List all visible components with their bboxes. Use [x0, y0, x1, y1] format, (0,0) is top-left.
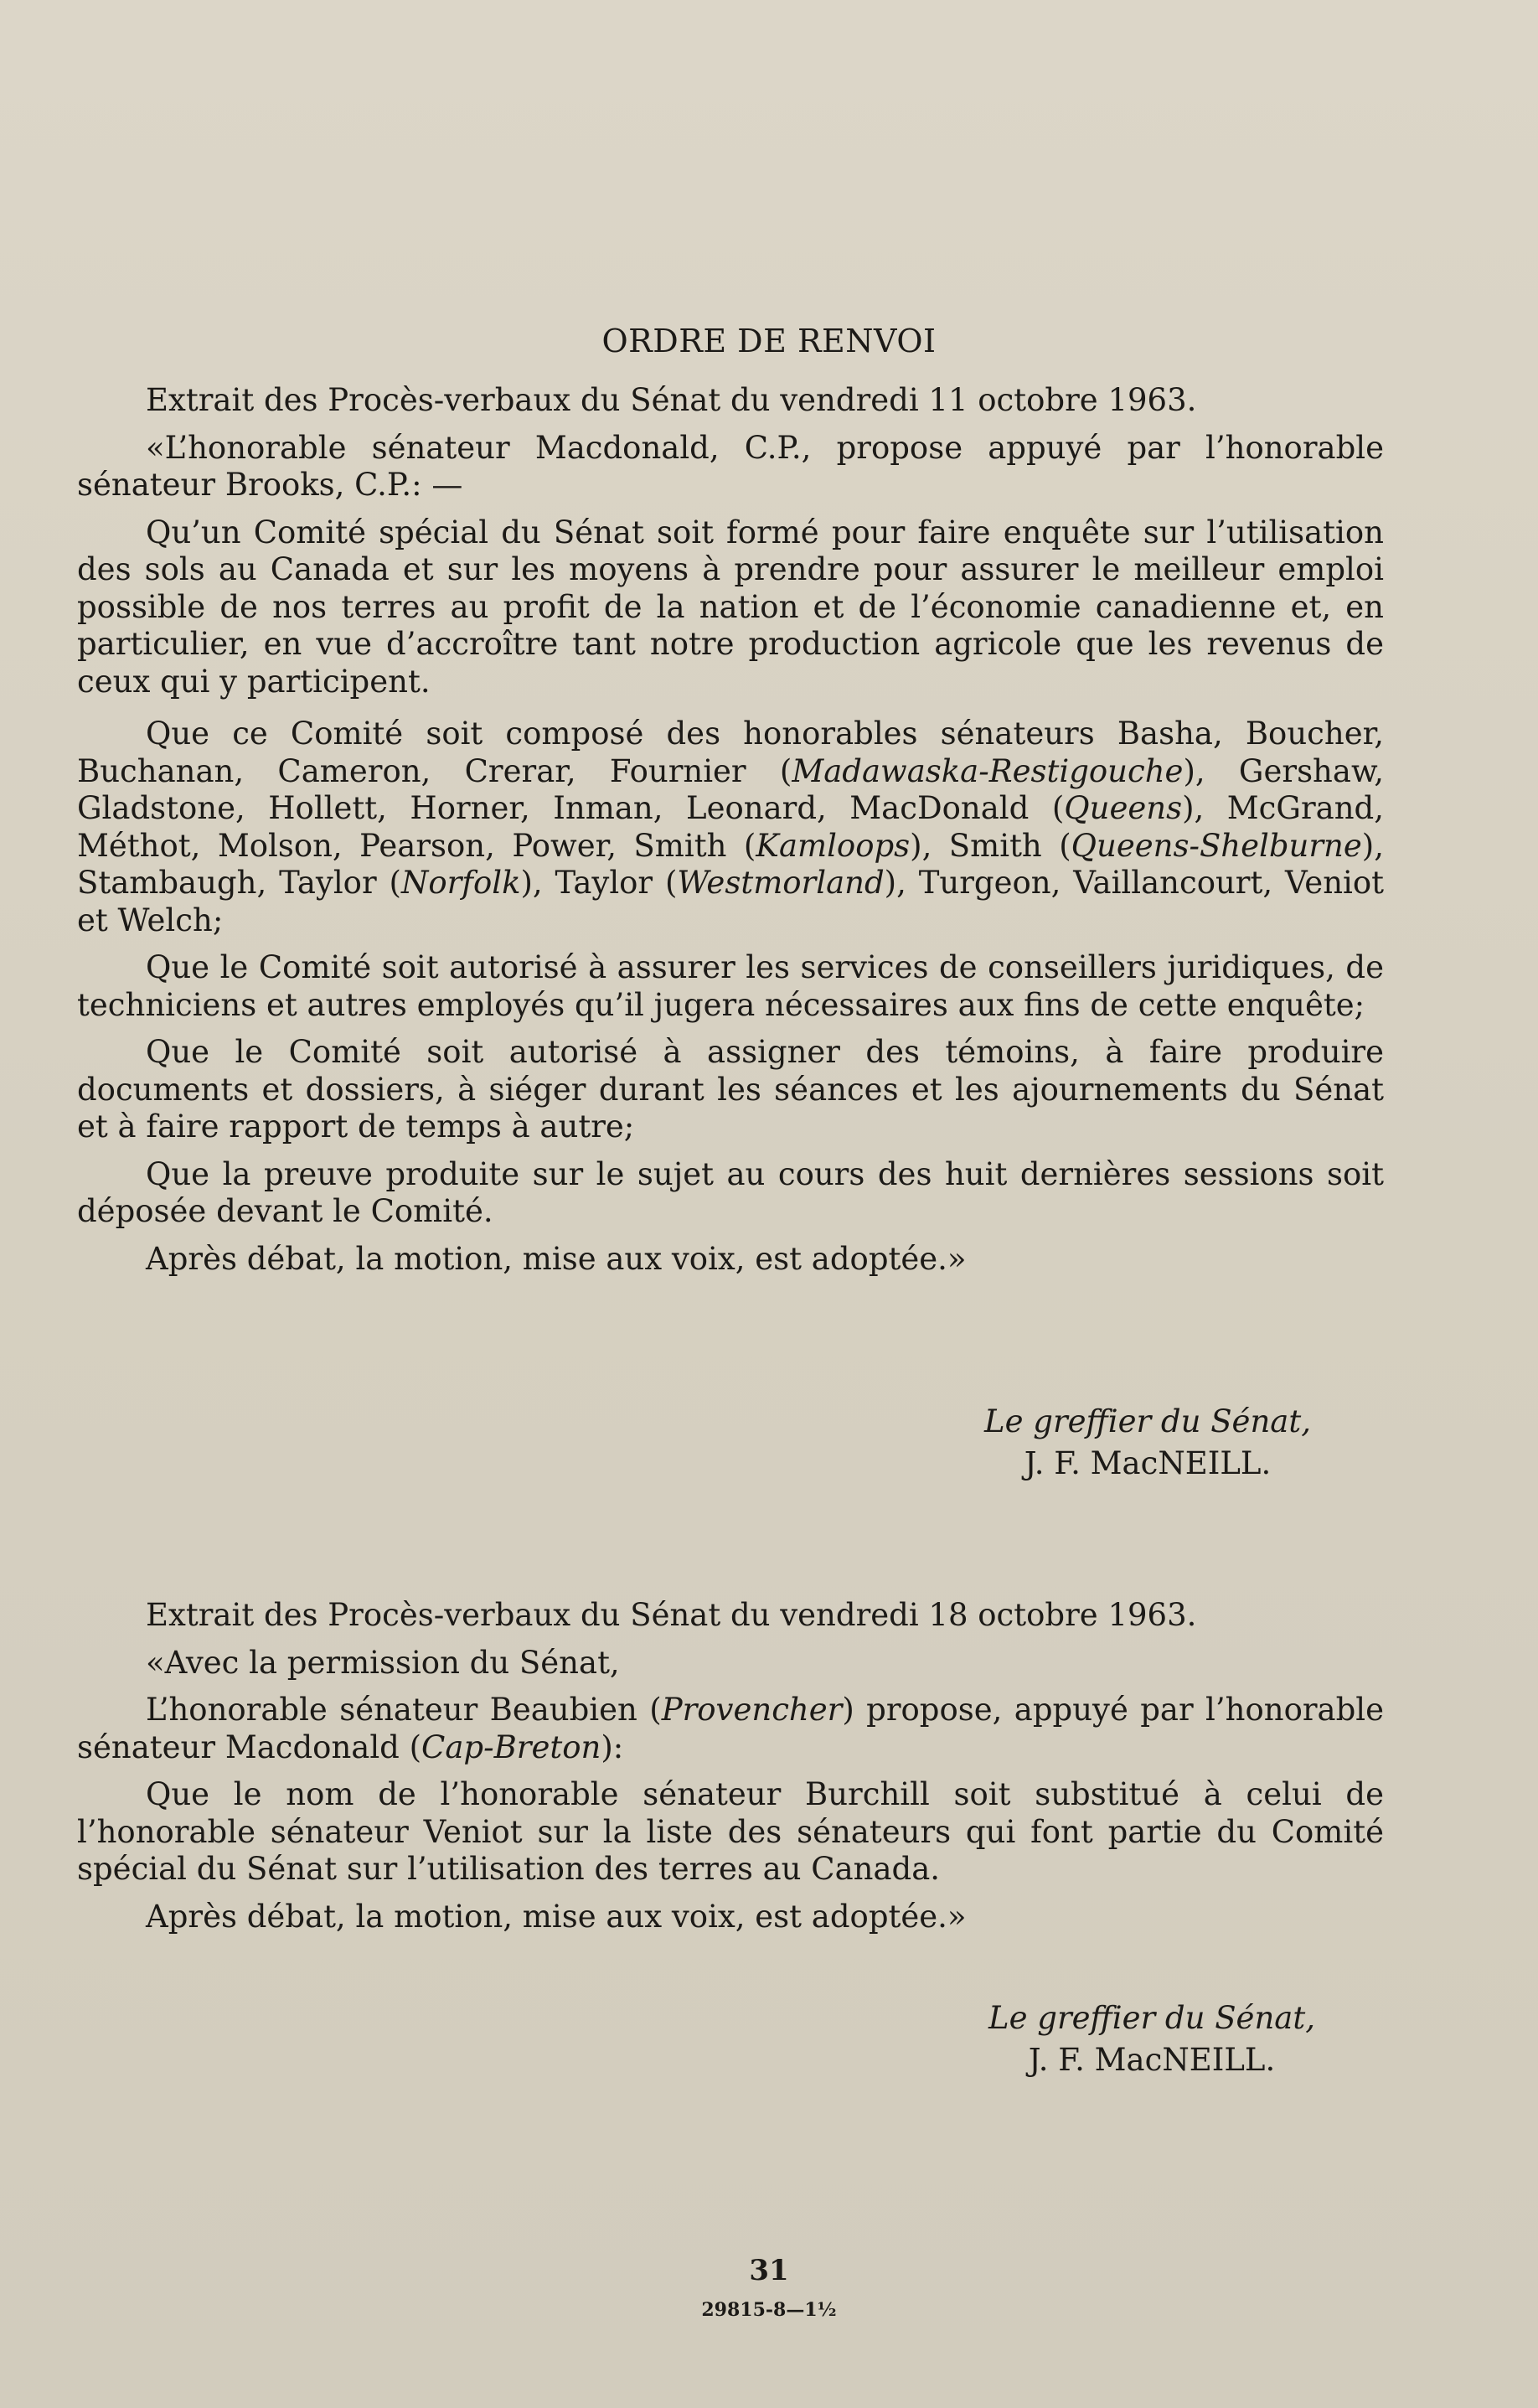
italic-run: Queens-Shelburne: [1071, 827, 1362, 864]
text-run: ), Smith (: [910, 827, 1071, 864]
italic-run: Kamloops: [756, 827, 911, 864]
motion-paragraph: Que le nom de l’honorable sénateur Burchill soit substitué à celui de l’honorable sénateur Veniot sur la liste des sénateurs qui font partie du Comité spécial du Sénat sur l’utilisation des terres au Canada.: [77, 1776, 1384, 1887]
motion-paragraph: Que le Comité soit autorisé à assurer les services de conseillers juridiques, de techniciens et autres employés qu’il jugera nécessaires aux fins de cette enquête;: [77, 949, 1384, 1023]
section-1: [77, 382, 1384, 1278]
signature-block-1: [955, 1401, 1340, 1485]
text-run: L’honorable sénateur Beaubien (: [146, 1692, 662, 1728]
print-code: 29815-8—1½: [701, 2299, 837, 2321]
motion-intro: [77, 1692, 1384, 1766]
motion-paragraph: Que le Comité soit autorisé à assigner des témoins, à faire produire documents et dossiers, à siéger durant les séances et les ajournements du Sénat et à faire rapport de temps à autre;: [77, 1034, 1384, 1145]
signature-role: Le greffier du Sénat,: [984, 1403, 1311, 1439]
italic-run: Provencher: [661, 1692, 843, 1728]
text-run: Que ce Comité soit composé des honorables sénateurs Basha, Boucher, Buchanan, Cameron, Crerar, Fournier (: [77, 716, 1384, 789]
text-run: ):: [601, 1728, 624, 1765]
page-number: 31: [749, 2254, 789, 2287]
section-2: [77, 1597, 1384, 1935]
signature-name: J. F. MacNEILL.: [1028, 2042, 1276, 2078]
adoption-line: Après débat, la motion, mise aux voix, est adoptée.»: [146, 1898, 967, 1935]
text-run: ), Stambaugh, Taylor (: [77, 827, 1384, 901]
motion-paragraph: Qu’un Comité spécial du Sénat soit formé pour faire enquête sur l’utilisation des sols au Canada et sur les moyens à prendre pour assurer le meilleur emploi possible de nos terres au profit de la nation et de l’économie canadienne et, en particulier, en vue d’accroître tant notre production agricole que les revenus de ceux qui y participent.: [77, 514, 1384, 700]
italic-run: Cap-Breton: [421, 1728, 601, 1765]
text-run: ) propose, appuyé par l’honorable sénateur Macdonald (: [77, 1692, 1385, 1765]
text-run: ), Taylor (: [520, 865, 678, 901]
extract-line: Extrait des Procès-verbaux du Sénat du vendredi 18 octobre 1963.: [146, 1597, 1197, 1633]
italic-run: Norfolk: [400, 865, 521, 901]
signature-name: J. F. MacNEILL.: [1024, 1445, 1272, 1481]
italic-run: Westmorland: [677, 865, 885, 901]
italic-run: Madawaska-Restigouche: [792, 752, 1184, 789]
extract-line: Extrait des Procès-verbaux du Sénat du vendredi 11 octobre 1963.: [146, 382, 1197, 418]
permission-line: «Avec la permission du Sénat,: [146, 1644, 620, 1681]
motion-intro: «L’honorable sénateur Macdonald, C.P., propose appuyé par l’honorable sénateur Brooks, C.P.: —: [77, 429, 1384, 503]
signature-role: Le greffier du Sénat,: [988, 2000, 1315, 2036]
adoption-line: Après débat, la motion, mise aux voix, est adoptée.»: [146, 1240, 967, 1277]
signature-block-2: [959, 1997, 1344, 2081]
text-run: ), Gershaw, Gladstone, Hollett, Horner, Inman, Leonard, MacDonald (: [77, 752, 1384, 826]
italic-run: Queens: [1064, 790, 1183, 826]
text-run: ), McGrand, Méthot, Molson, Pearson, Power, Smith (: [77, 790, 1384, 864]
text-run: ), Turgeon, Vaillancourt, Veniot et Welch;: [77, 865, 1385, 938]
document-heading: ORDRE DE RENVOI: [601, 323, 937, 359]
motion-paragraph: Que la preuve produite sur le sujet au cours des huit dernières sessions soit déposée devant le Comité.: [77, 1155, 1384, 1229]
committee-members-paragraph: [77, 716, 1384, 939]
